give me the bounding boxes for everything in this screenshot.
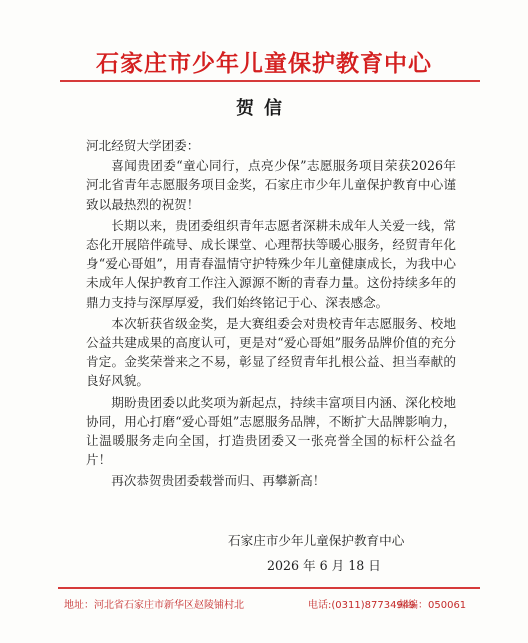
letter-body [86, 136, 456, 493]
signature-organization: 石家庄市少年儿童保护教育中心 [228, 533, 405, 548]
salutation: 河北经贸大学团委： [86, 138, 200, 153]
paragraph-3: 本次斩获省级金奖，是大赛组委会对贵校青年志愿服务、校地公益共建成果的高度认可，更是对“爱心哥姐”服务品牌价值的充分肯定。金奖荣誉来之不易，彰显了经贸青年扎根公益、担当奉献的良好风貌。 [86, 315, 456, 389]
paragraph-1: 喜闻贵团委“童心同行，点亮少保”志愿服务项目荣获2026年河北省青年志愿服务项目金奖，石家庄市少年儿童保护教育中心谨致以最热烈的祝贺！ [86, 158, 456, 212]
footer-postcode: 邮编：050061 [398, 600, 467, 611]
paragraph-4: 期盼贵团委以此奖项为新起点，持续丰富项目内涵、深化校地协同，用心打磨“爱心哥姐”志愿服务品牌，不断扩大品牌影响力，让温暖服务走向全国，打造贵团委又一张亮誉全国的标杆公益名片！ [86, 394, 456, 468]
letterhead-top-rule [60, 80, 480, 82]
footer-address: 地址：河北省石家庄市新华区赵陵铺村北 [64, 600, 244, 611]
footer-rule [58, 587, 480, 589]
letterhead-org-title: 石家庄市少年儿童保护教育中心 [96, 51, 432, 77]
paragraph-2: 长期以来，贵团委组织青年志愿者深耕未成年人关爱一线，常态化开展陪伴疏导、成长课堂、心理帮扶等暖心服务，经贸青年化身“爱心哥姐”，用青春温情守护特殊少年儿童健康成长，为我中心未成年人保护教育工作注入源源不断的青春力量。这份持续多年的鼎力支持与深厚厚爱，我们始终铭记于心、深表感念。 [86, 217, 456, 310]
signature-date: 2026 年 6 月 18 日 [267, 558, 381, 573]
document-title: 贺信 [236, 98, 292, 119]
footer-phone: 电话:(0311)87734949 [308, 600, 416, 611]
paragraph-5: 再次恭贺贵团委载誉而归、再攀新高！ [111, 473, 326, 489]
